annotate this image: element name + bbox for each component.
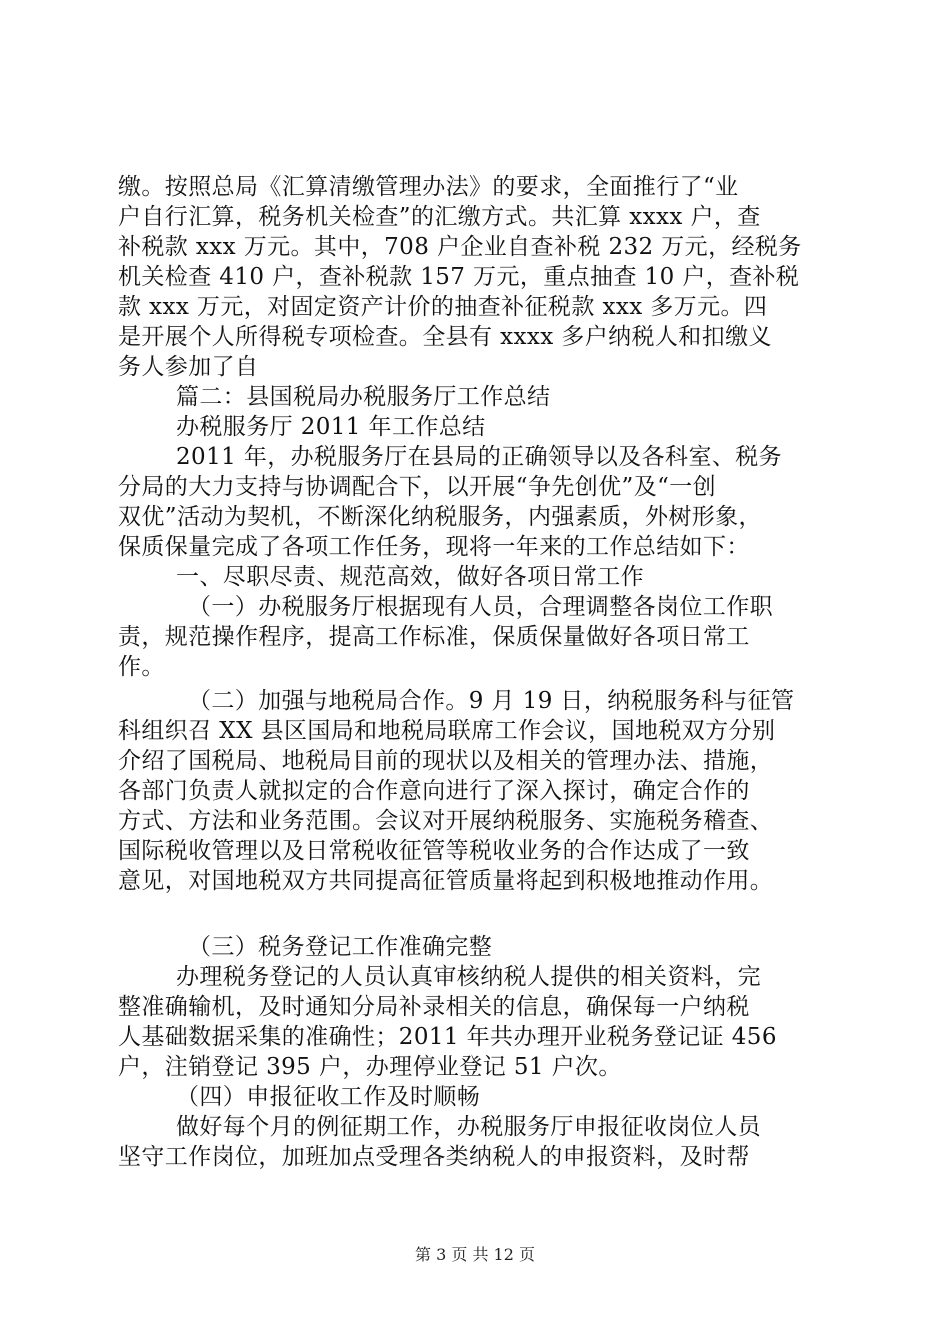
text-line: 务人参加了自 — [118, 354, 259, 380]
text-line: 介绍了国税局、地税局目前的现状以及相关的管理办法、措施， — [118, 748, 774, 774]
page-number: 第 3 页 共 12 页 — [415, 1245, 535, 1264]
text-line: 2011 年，办税服务厅在县局的正确领导以及各科室、税务 — [176, 444, 783, 470]
document-subtitle: 办税服务厅 2011 年工作总结 — [176, 414, 486, 440]
text-line: 分局的大力支持与协调配合下，以开展“争先创优”及“一创 — [118, 474, 717, 500]
text-line: 坚守工作岗位，加班加点受理各类纳税人的申报资料，及时帮 — [118, 1144, 750, 1170]
section-heading: 一、尽职尽责、规范高效，做好各项日常工作 — [176, 564, 644, 590]
text-line: 机关检查 410 户，查补税款 157 万元，重点抽查 10 户，查补税 — [118, 264, 800, 290]
text-line: （二）加强与地税局合作。9 月 19 日，纳税服务科与征管 — [188, 688, 795, 714]
section-heading: （四）申报征收工作及时顺畅 — [176, 1084, 481, 1110]
page-footer — [0, 1245, 950, 1265]
text-line: 整准确输机，及时通知分局补录相关的信息，确保每一户纳税 — [118, 994, 750, 1020]
section-heading: （三）税务登记工作准确完整 — [188, 934, 493, 960]
text-line: 做好每个月的例征期工作，办税服务厅申报征收岗位人员 — [176, 1114, 761, 1140]
text-line: 意见，对国地税双方共同提高征管质量将起到积极地推动作用。 — [118, 868, 774, 894]
text-line: 是开展个人所得税专项检查。全县有 xxxx 多户纳税人和扣缴义 — [118, 324, 772, 350]
section-heading: 篇二：县国税局办税服务厅工作总结 — [176, 384, 551, 410]
text-line: 各部门负责人就拟定的合作意向进行了深入探讨，确定合作的 — [118, 778, 750, 804]
text-line: 办理税务登记的人员认真审核纳税人提供的相关资料，完 — [176, 964, 761, 990]
text-line: 户，注销登记 395 户，办理停业登记 51 户次。 — [118, 1054, 622, 1080]
text-line: 责，规范操作程序，提高工作标准，保质保量做好各项日常工 — [118, 624, 750, 650]
text-line: 国际税收管理以及日常税收征管等税收业务的合作达成了一致 — [118, 838, 750, 864]
text-line: （一）办税服务厅根据现有人员，合理调整各岗位工作职 — [188, 594, 773, 620]
text-line: 作。 — [118, 654, 165, 680]
text-line: 补税款 xxx 万元。其中，708 户企业自查补税 232 万元，经税务 — [118, 234, 802, 260]
text-line: 科组织召 XX 县区国局和地税局联席工作会议，国地税双方分别 — [118, 718, 776, 744]
text-line: 人基础数据采集的准确性；2011 年共办理开业税务登记证 456 — [118, 1024, 777, 1050]
text-line: 款 xxx 万元，对固定资产计价的抽查补征税款 xxx 多万元。四 — [118, 294, 768, 320]
text-line: 户自行汇算，税务机关检查”的汇缴方式。共汇算 xxxx 户，查 — [118, 204, 761, 230]
text-line: 保质保量完成了各项工作任务，现将一年来的工作总结如下： — [118, 534, 750, 560]
text-line: 缴。按照总局《汇算清缴管理办法》的要求，全面推行了“业 — [118, 174, 739, 200]
document-body — [118, 172, 858, 1172]
text-line: 双优”活动为契机，不断深化纳税服务，内强素质，外树形象， — [118, 504, 762, 530]
text-line: 方式、方法和业务范围。会议对开展纳税服务、实施税务稽查、 — [118, 808, 774, 834]
